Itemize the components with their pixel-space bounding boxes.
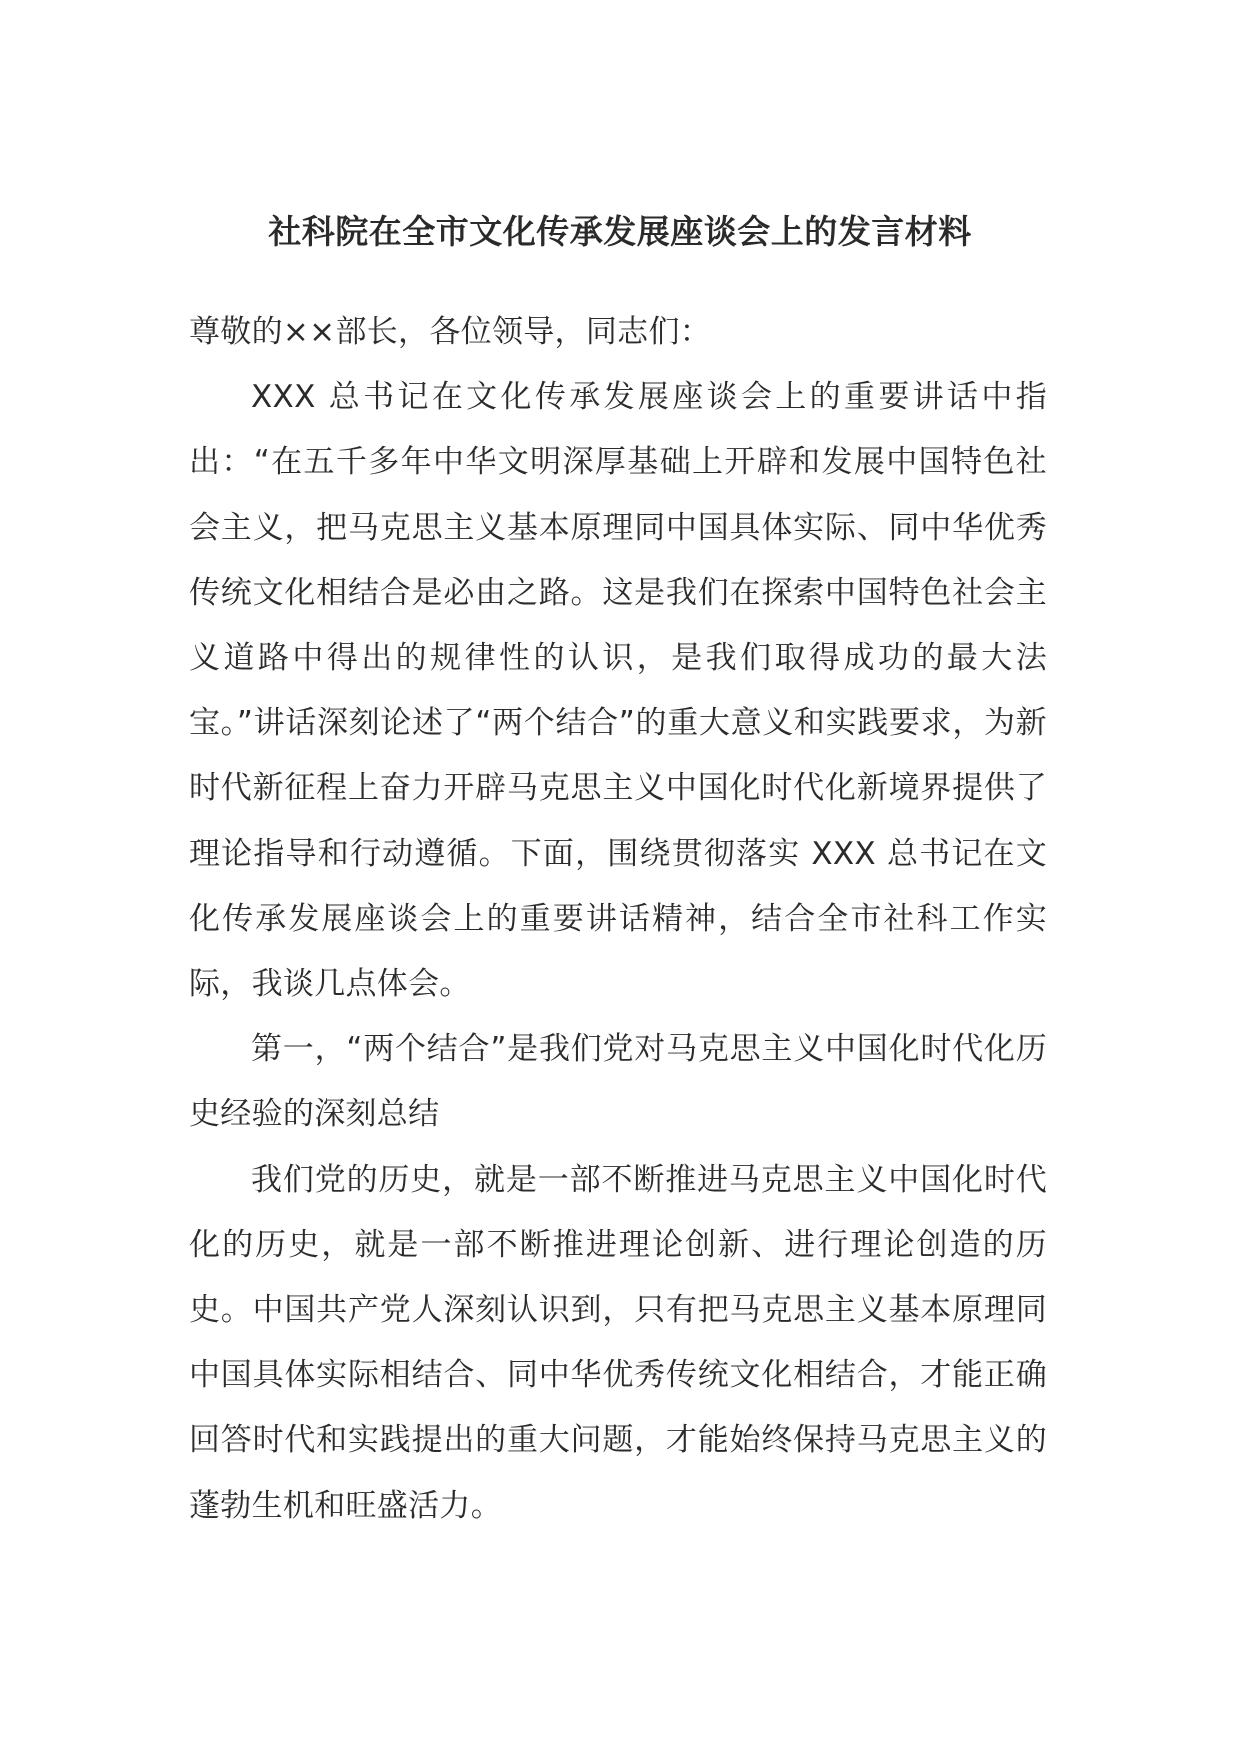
section-heading-first: 第一，“两个结合”是我们党对马克思主义中国化时代化历史经验的深刻总结 bbox=[189, 1031, 1047, 1133]
paragraph-history: 我们党的历史，就是一部不断推进马克思主义中国化时代化的历史，就是一部不断推进理论创新、进行理论创造的历史。中国共产党人深刻认识到，只有把马克思主义基本原理同中国具体实际相结合、同中华优秀传统文化相结合，才能正确回答时代和实践提出的重大问题，才能始终保持马克思主义的蓬勃生机和旺盛活力。 bbox=[189, 1161, 1047, 1524]
paragraph-intro: XXX 总书记在文化传承发展座谈会上的重要讲话中指出：“在五千多年中华文明深厚基础上开辟和发展中国特色社会主义，把马克思主义基本原理同中国具体实际、同中华优秀传统文化相结合是必由之路。这是我们在探索中国特色社会主义道路中得出的规律性的认识，是我们取得成功的最大法宝。”讲话深刻论述了“两个结合”的重大意义和实践要求，为新时代新征程上奋力开辟马克思主义中国化时代化新境界提供了理论指导和行动遵循。下面，围绕贯彻落实 XXX 总书记在文化传承发展座谈会上的重要讲话精神，结合全市社科工作实际，我谈几点体会。 bbox=[189, 379, 1047, 1003]
document-body bbox=[189, 300, 1047, 1539]
salutation: 尊敬的××部长，各位领导，同志们： bbox=[189, 314, 712, 350]
document-title: 社科院在全市文化传承发展座谈会上的发言材料 bbox=[268, 212, 972, 251]
